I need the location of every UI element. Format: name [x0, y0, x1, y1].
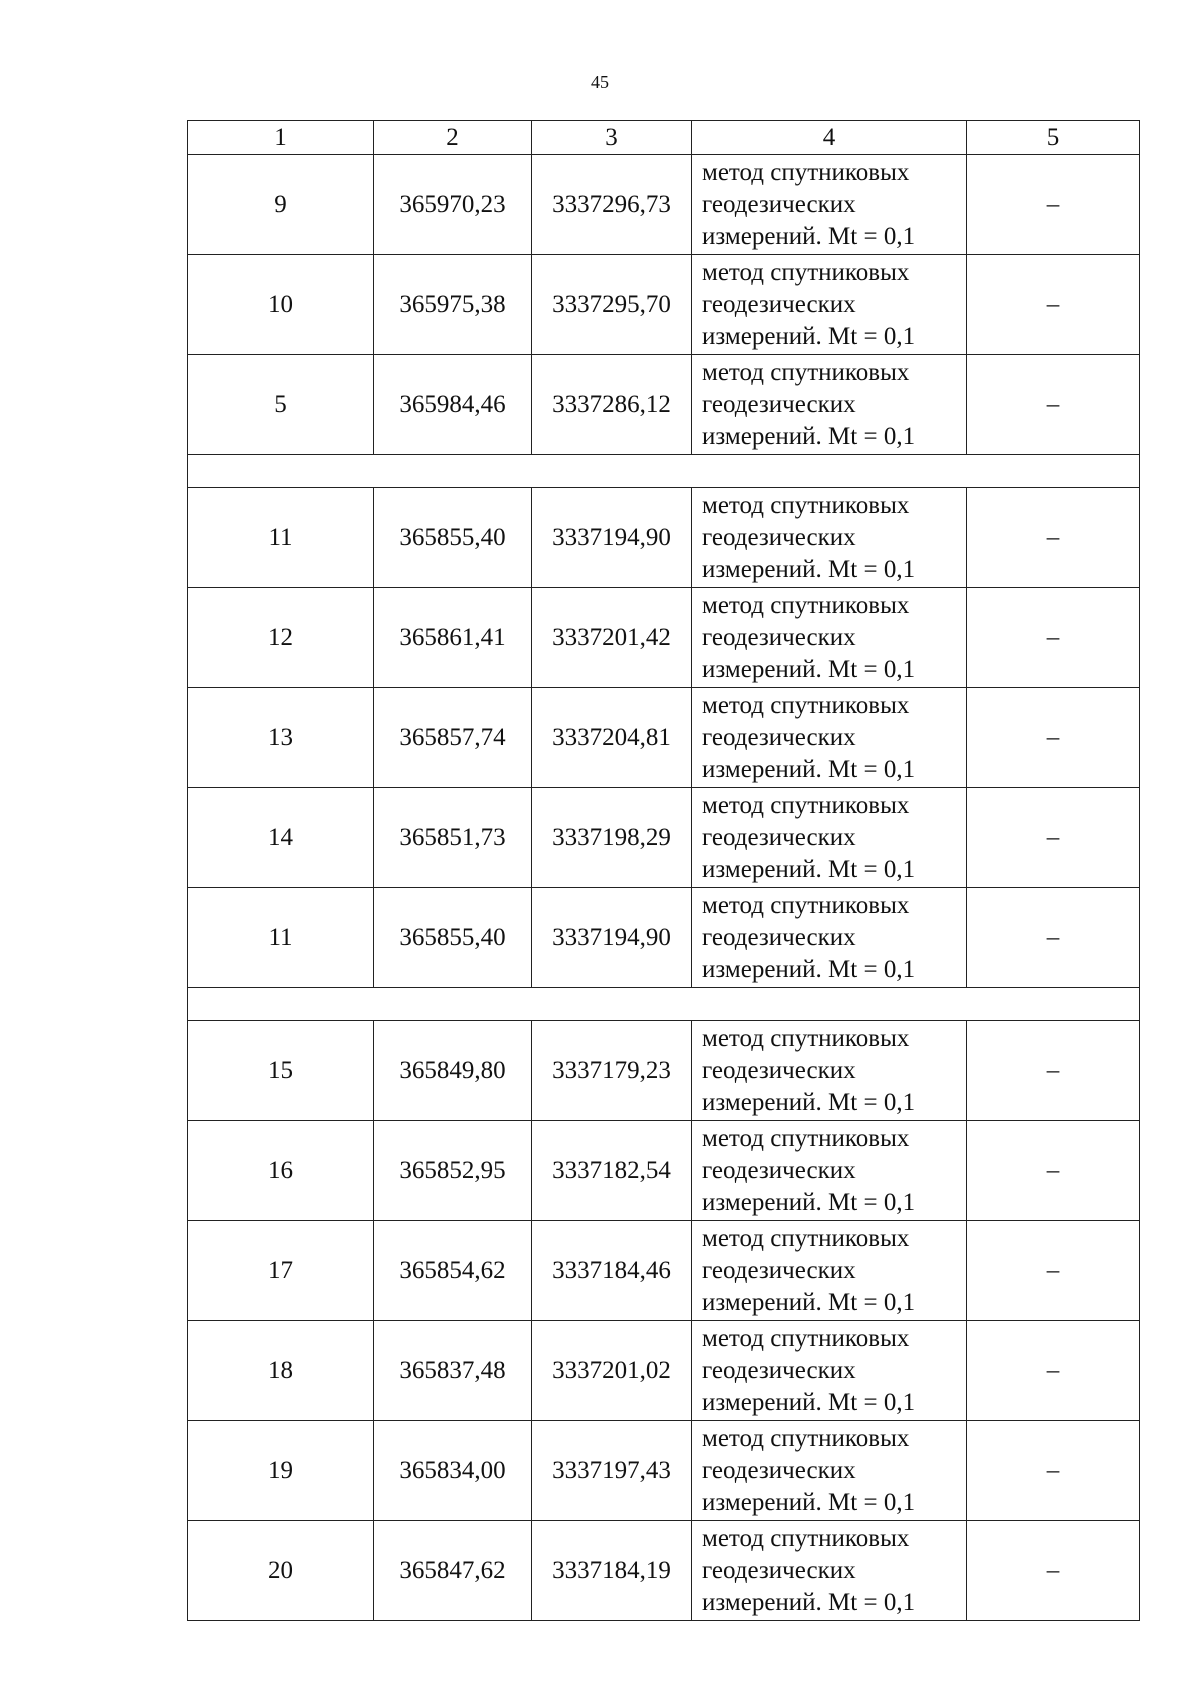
y-coordinate-cell: 3337194,90	[532, 888, 692, 988]
x-coordinate-cell: 365970,23	[374, 155, 532, 255]
method-line: измерений. Mt = 0,1	[702, 855, 916, 883]
method-line: метод спутниковых	[702, 691, 910, 719]
method-line: метод спутниковых	[702, 1024, 910, 1052]
method-cell	[692, 255, 967, 355]
column-5-cell: –	[967, 1421, 1140, 1521]
column-5-cell: –	[967, 255, 1140, 355]
method-line: метод спутниковых	[702, 591, 910, 619]
method-line: геодезических	[702, 390, 856, 418]
method-line: измерений. Mt = 0,1	[702, 1388, 916, 1416]
table-row	[188, 688, 1140, 788]
method-line: геодезических	[702, 523, 856, 551]
column-5-cell: –	[967, 1221, 1140, 1321]
method-line: измерений. Mt = 0,1	[702, 555, 916, 583]
method-line: метод спутниковых	[702, 158, 910, 186]
method-line: геодезических	[702, 923, 856, 951]
group-separator-cell	[188, 988, 1140, 1021]
method-line: измерений. Mt = 0,1	[702, 755, 916, 783]
column-5-cell: –	[967, 1121, 1140, 1221]
x-coordinate-cell: 365975,38	[374, 255, 532, 355]
header-col-2: 2	[374, 121, 532, 155]
point-number-cell: 5	[188, 355, 374, 455]
table-row	[188, 1021, 1140, 1121]
point-number-cell: 17	[188, 1221, 374, 1321]
table-row	[188, 488, 1140, 588]
method-cell	[692, 1421, 967, 1521]
method-cell	[692, 355, 967, 455]
group-separator-row	[188, 988, 1140, 1021]
method-line: геодезических	[702, 1456, 856, 1484]
method-cell	[692, 888, 967, 988]
x-coordinate-cell: 365855,40	[374, 488, 532, 588]
method-line: метод спутниковых	[702, 791, 910, 819]
method-line: геодезических	[702, 823, 856, 851]
column-5-cell: –	[967, 1521, 1140, 1621]
point-number-cell: 11	[188, 488, 374, 588]
method-line: метод спутниковых	[702, 1224, 910, 1252]
point-number-cell: 10	[188, 255, 374, 355]
page-number: 45	[591, 72, 609, 92]
method-line: геодезических	[702, 1256, 856, 1284]
y-coordinate-cell: 3337184,46	[532, 1221, 692, 1321]
method-cell	[692, 588, 967, 688]
method-cell	[692, 1521, 967, 1621]
header-col-1: 1	[188, 121, 374, 155]
table-body	[188, 155, 1140, 1621]
method-cell	[692, 1321, 967, 1421]
method-cell	[692, 1221, 967, 1321]
column-5-cell: –	[967, 788, 1140, 888]
method-line: метод спутниковых	[702, 491, 910, 519]
point-number-cell: 20	[188, 1521, 374, 1621]
method-line: измерений. Mt = 0,1	[702, 1488, 916, 1516]
y-coordinate-cell: 3337295,70	[532, 255, 692, 355]
point-number-cell: 14	[188, 788, 374, 888]
x-coordinate-cell: 365855,40	[374, 888, 532, 988]
method-line: геодезических	[702, 623, 856, 651]
y-coordinate-cell: 3337204,81	[532, 688, 692, 788]
method-line: геодезических	[702, 290, 856, 318]
table-row	[188, 1321, 1140, 1421]
point-number-cell: 15	[188, 1021, 374, 1121]
method-cell	[692, 788, 967, 888]
method-cell	[692, 688, 967, 788]
method-line: метод спутниковых	[702, 258, 910, 286]
table-row	[188, 1221, 1140, 1321]
table-row	[188, 1421, 1140, 1521]
x-coordinate-cell: 365834,00	[374, 1421, 532, 1521]
point-number-cell: 9	[188, 155, 374, 255]
method-cell	[692, 1021, 967, 1121]
y-coordinate-cell: 3337296,73	[532, 155, 692, 255]
header-col-3: 3	[532, 121, 692, 155]
y-coordinate-cell: 3337201,02	[532, 1321, 692, 1421]
y-coordinate-cell: 3337194,90	[532, 488, 692, 588]
method-line: метод спутниковых	[702, 1124, 910, 1152]
method-line: измерений. Mt = 0,1	[702, 1088, 916, 1116]
x-coordinate-cell: 365852,95	[374, 1121, 532, 1221]
group-separator-cell	[188, 455, 1140, 488]
method-line: измерений. Mt = 0,1	[702, 1588, 916, 1616]
y-coordinate-cell: 3337201,42	[532, 588, 692, 688]
column-5-cell: –	[967, 888, 1140, 988]
x-coordinate-cell: 365857,74	[374, 688, 532, 788]
y-coordinate-cell: 3337198,29	[532, 788, 692, 888]
x-coordinate-cell: 365847,62	[374, 1521, 532, 1621]
method-line: метод спутниковых	[702, 1524, 910, 1552]
method-line: метод спутниковых	[702, 1324, 910, 1352]
method-line: геодезических	[702, 1556, 856, 1584]
column-5-cell: –	[967, 355, 1140, 455]
table-row	[188, 255, 1140, 355]
y-coordinate-cell: 3337179,23	[532, 1021, 692, 1121]
point-number-cell: 11	[188, 888, 374, 988]
y-coordinate-cell: 3337197,43	[532, 1421, 692, 1521]
header-col-4: 4	[692, 121, 967, 155]
column-5-cell: –	[967, 1321, 1140, 1421]
method-line: геодезических	[702, 1056, 856, 1084]
method-line: геодезических	[702, 1356, 856, 1384]
column-5-cell: –	[967, 488, 1140, 588]
x-coordinate-cell: 365854,62	[374, 1221, 532, 1321]
method-line: измерений. Mt = 0,1	[702, 322, 916, 350]
method-line: измерений. Mt = 0,1	[702, 1188, 916, 1216]
header-col-5: 5	[967, 121, 1140, 155]
coordinates-table	[187, 120, 1140, 1621]
point-number-cell: 12	[188, 588, 374, 688]
method-cell	[692, 488, 967, 588]
y-coordinate-cell: 3337182,54	[532, 1121, 692, 1221]
method-line: геодезических	[702, 1156, 856, 1184]
method-line: измерений. Mt = 0,1	[702, 1288, 916, 1316]
method-line: измерений. Mt = 0,1	[702, 222, 916, 250]
column-5-cell: –	[967, 588, 1140, 688]
x-coordinate-cell: 365851,73	[374, 788, 532, 888]
method-line: метод спутниковых	[702, 891, 910, 919]
method-line: измерений. Mt = 0,1	[702, 955, 916, 983]
method-cell	[692, 155, 967, 255]
method-line: геодезических	[702, 723, 856, 751]
method-line: метод спутниковых	[702, 1424, 910, 1452]
point-number-cell: 16	[188, 1121, 374, 1221]
method-line: измерений. Mt = 0,1	[702, 422, 916, 450]
table-row	[188, 1521, 1140, 1621]
table-row	[188, 1121, 1140, 1221]
column-5-cell: –	[967, 1021, 1140, 1121]
point-number-cell: 13	[188, 688, 374, 788]
table-row	[188, 788, 1140, 888]
column-5-cell: –	[967, 155, 1140, 255]
table-header-row	[188, 121, 1140, 155]
y-coordinate-cell: 3337286,12	[532, 355, 692, 455]
table-row	[188, 888, 1140, 988]
table-row	[188, 355, 1140, 455]
group-separator-row	[188, 455, 1140, 488]
y-coordinate-cell: 3337184,19	[532, 1521, 692, 1621]
method-line: измерений. Mt = 0,1	[702, 655, 916, 683]
method-line: метод спутниковых	[702, 358, 910, 386]
table-row	[188, 155, 1140, 255]
x-coordinate-cell: 365984,46	[374, 355, 532, 455]
method-line: геодезических	[702, 190, 856, 218]
method-cell	[692, 1121, 967, 1221]
x-coordinate-cell: 365837,48	[374, 1321, 532, 1421]
point-number-cell: 19	[188, 1421, 374, 1521]
x-coordinate-cell: 365861,41	[374, 588, 532, 688]
x-coordinate-cell: 365849,80	[374, 1021, 532, 1121]
table-row	[188, 588, 1140, 688]
point-number-cell: 18	[188, 1321, 374, 1421]
column-5-cell: –	[967, 688, 1140, 788]
